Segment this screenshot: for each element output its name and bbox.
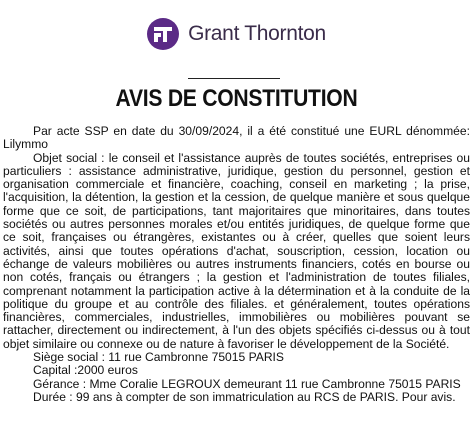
duree-line: Durée : 99 ans à compter de son immatriculation au RCS de PARIS. Pour avis. [33,389,456,404]
capital-line: Capital :2000 euros [33,363,138,378]
grant-thornton-logo-icon [147,18,179,50]
intro-paragraph: Par acte SSP en date du 30/09/2024, il a été constitué une EURL dénommée: Lilymmo [3,124,470,152]
notice-title: AVIS DE CONSTITUTION [115,85,358,112]
title-divider [188,78,280,79]
objet-paragraph: Objet social : le conseil et l'assistance auprès de toutes sociétés, entreprises ou particuliers : assistance administrative, juridique, gestion du personnel, gestion et organisation commerciale et financière, coaching, conseil en marketing ; la prise, l'acquisition, la détention, la gestion et la cession, de quelque manière et sous quelque forme que ce soit, de participations, tant majoritaires que minoritaires, dans toutes sociétés ou autres personnes morales et/ou entités juridiques, de quelque forme que ce soit, françaises ou étrangères, existantes ou à créer, quelles que soient leurs activités, ainsi que toutes opérations d'achat, souscription, cession, location ou échange de valeurs mobilières ou autres instruments financiers, cotés en bourse ou non cotés, français ou étrangers ; la gestion et l'administration de toutes filiales, comprenant notamment la participation active à la détermination et à la conduite de la politique du groupe et au contrôle des filiales. et généralement, toutes opérations financières, commerciales, industrielles, immobilières ou mobilières pouvant se rattacher, directement ou indirectement, à l'un des objets spécifiés ci-dessus ou à tout objet similaire ou connexe ou de nature à favoriser le développement de la Société. [3,150,470,351]
brand-name: Grant Thornton [188,22,326,45]
notice-body [3,125,470,404]
siege-line: Siège social : 11 rue Cambronne 75015 PARIS [33,350,284,365]
gerance-line: Gérance : Mme Coralie LEGROUX demeurant 11 rue Cambronne 75015 PARIS [33,376,461,391]
company-logo [0,18,473,50]
